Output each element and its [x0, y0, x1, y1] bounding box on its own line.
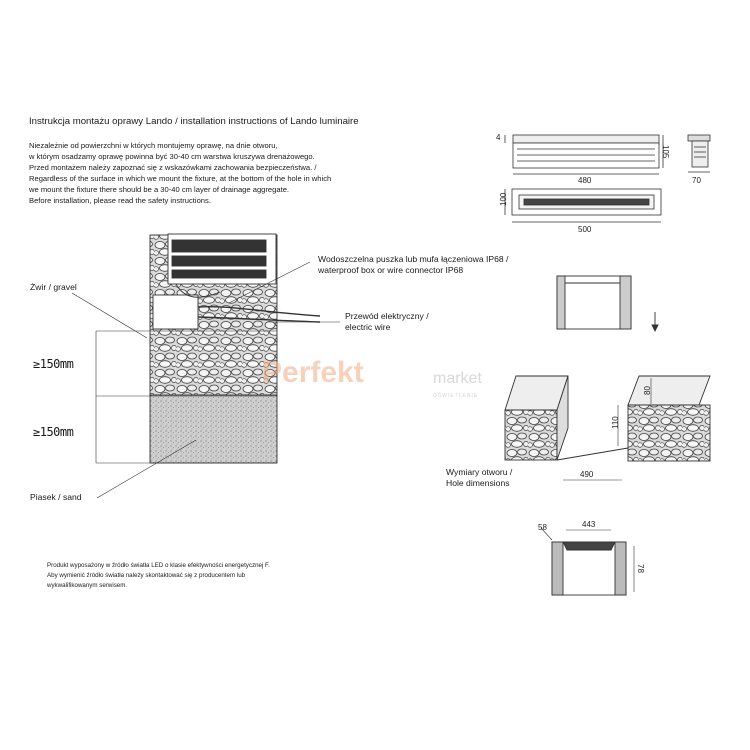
watermark-tagline: OŚWIETLENIE — [433, 393, 479, 399]
dim-hole-length: 490 — [580, 470, 594, 479]
dim-hole-width: 80 — [643, 386, 652, 395]
intro-line: we mount the fixture there should be a 30-40 cm layer of drainage aggregate. — [29, 185, 290, 194]
dim-length-front: 500 — [578, 225, 592, 234]
depth-top-label: ≥150mm — [33, 357, 74, 371]
hole-dimension-diagram — [505, 376, 710, 480]
dim-part-length: 443 — [582, 520, 596, 529]
product-side-view — [688, 135, 710, 172]
hole-dimensions-label — [446, 467, 512, 489]
depth-bottom-label: ≥150mm — [33, 425, 74, 439]
dim-length-top: 480 — [578, 176, 592, 185]
dim-depth-side: 70 — [692, 176, 701, 185]
hole-label-line: Hole dimensions — [446, 478, 510, 488]
gravel-label: Żwir / gravel — [30, 282, 77, 292]
connector-label — [318, 254, 508, 276]
intro-line: Regardless of the surface in which we mount the fixture, at the bottom of the hole in which — [29, 174, 332, 183]
dim-hole-depth: 110 — [611, 416, 620, 429]
footer-note — [47, 561, 270, 591]
hole-label-line: Wymiary otworu / — [446, 467, 513, 477]
mounting-frame-part — [541, 528, 634, 595]
dim-width-front: 100 — [499, 192, 508, 206]
dim-part-height: 78 — [636, 564, 645, 573]
dim-part-side: 58 — [538, 523, 547, 532]
connector-label-line: waterproof box or wire connector IP68 — [318, 265, 464, 275]
sand-label: Piasek / sand — [30, 492, 82, 502]
watermark-brand: Perfekt — [262, 356, 364, 389]
dim-height-small: 4 — [496, 133, 501, 142]
wire-label — [345, 311, 429, 333]
intro-line: Niezależnie od powierzchni w których montujemy oprawę, na dnie otworu, — [29, 141, 278, 150]
dim-height-side: 105 — [661, 145, 670, 159]
footer-line: wykwalifikowanym serwisem. — [47, 582, 128, 589]
footer-line: Aby wymienić źródło światła należy skontaktować się z producentem lub — [47, 572, 246, 579]
intro-line: Before installation, please read the safety instructions. — [29, 196, 211, 205]
ground-cross-section — [96, 234, 320, 463]
luminaire-removal-illustration — [557, 276, 658, 331]
intro-paragraph — [29, 140, 331, 206]
wire-label-line: Przewód elektryczny / — [345, 311, 429, 321]
watermark-suffix: market — [433, 370, 482, 387]
wire-label-line: electric wire — [345, 322, 391, 332]
product-front-view — [505, 189, 661, 222]
intro-line: Przed montażem należy zapoznać się z wskazówkami zachowania bezpieczeństwa. / — [29, 163, 317, 172]
intro-line: w którym osadzamy oprawę powinna być 30-40 cm warstwa kruszywa drenażowego. — [29, 152, 315, 161]
product-top-view — [505, 135, 663, 174]
page-title: Instrukcja montażu oprawy Lando / installation instructions of Lando luminaire — [29, 116, 359, 127]
connector-label-line: Wodoszczelna puszka lub mufa łączeniowa IP68 / — [318, 254, 509, 264]
footer-line: Produkt wyposażony w źródło światła LED o klasie efektywności energetycznej F. — [47, 562, 270, 569]
